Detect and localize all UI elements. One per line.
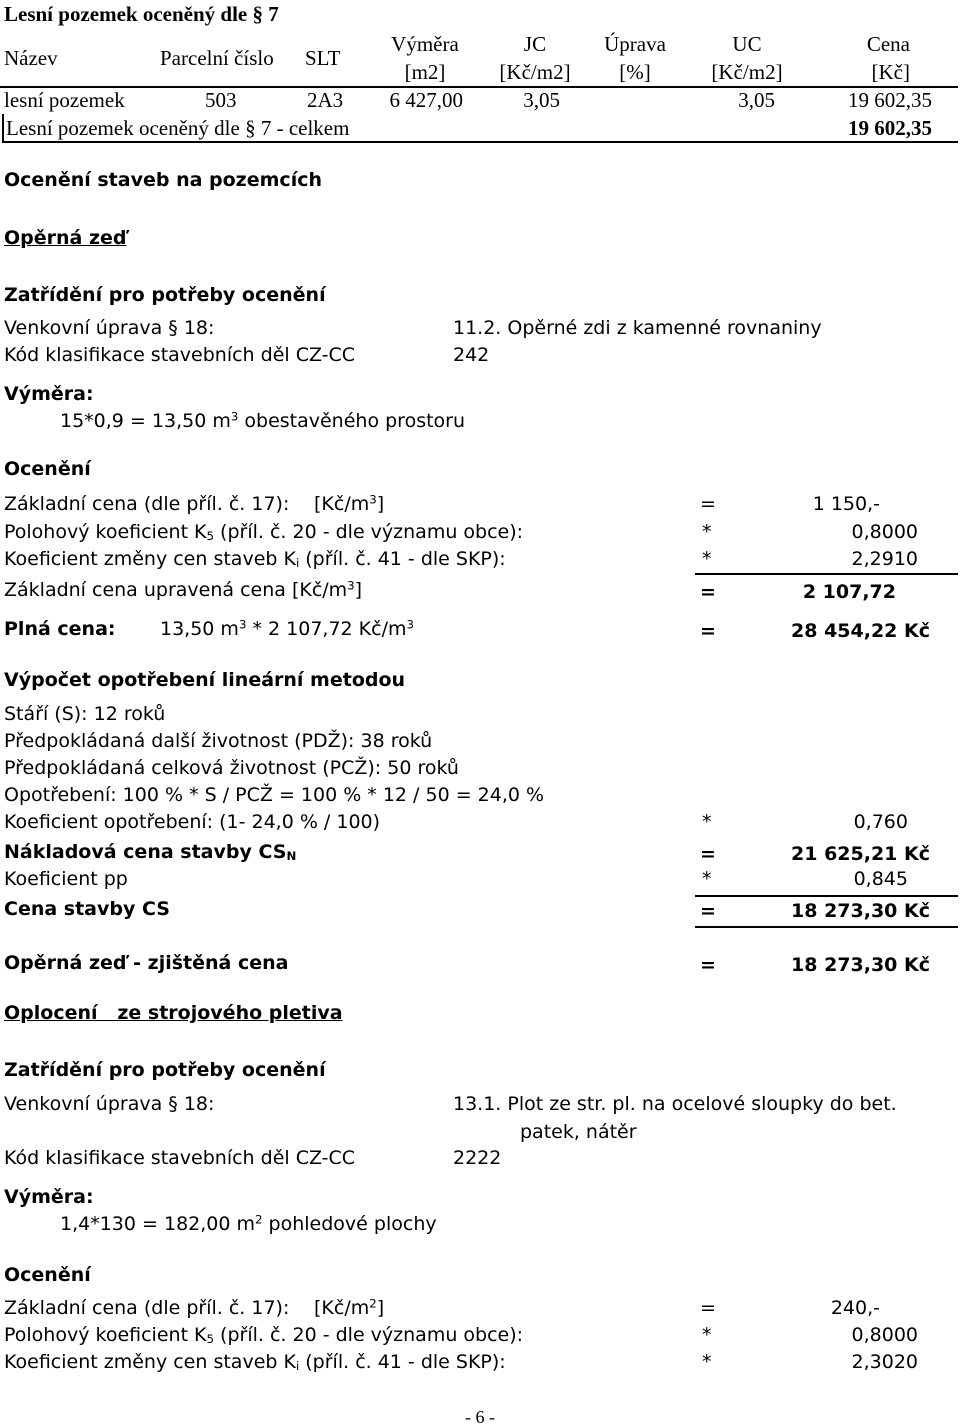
col-header-area-unit: [m2] bbox=[404, 60, 446, 84]
wall-zc-label: Základní cena (dle příl. č. 17): bbox=[4, 493, 290, 515]
col-header-jc-unit: [Kč/m2] bbox=[499, 60, 571, 84]
wall-plna-value: 28 454,22 Kč bbox=[791, 620, 930, 642]
row-name: lesní pozemek bbox=[4, 88, 125, 112]
col-header-uc-unit: [Kč/m2] bbox=[711, 60, 783, 84]
fence-pk-operator: * bbox=[702, 1324, 712, 1346]
wall-kpp-value: 0,845 bbox=[853, 868, 908, 890]
wall-kod-value: 242 bbox=[453, 344, 490, 366]
wall-plna-operator: = bbox=[700, 620, 716, 642]
wall-pk-value: 0,8000 bbox=[851, 521, 918, 543]
wall-kopot-operator: * bbox=[702, 811, 712, 833]
col-header-price-unit: [Kč] bbox=[871, 60, 910, 84]
col-header-uc: UC bbox=[732, 32, 762, 56]
wall-kpp-rule bbox=[695, 895, 958, 897]
wall-stari: Stáří (S): 12 roků bbox=[4, 703, 166, 725]
wall-venk-value: 11.2. Opěrné zdi z kamenné rovnaniny bbox=[453, 317, 822, 339]
wall-pdz: Předpokládaná další životnost (PDŽ): 38 roků bbox=[4, 730, 433, 752]
col-header-area: Výměra bbox=[391, 32, 459, 56]
wall-kod-label: Kód klasifikace stavebních děl CZ-CC bbox=[4, 344, 356, 366]
total-bottom-rule bbox=[2, 141, 958, 143]
wall-zc-operator: = bbox=[700, 493, 716, 515]
row-area: 6 427,00 bbox=[389, 88, 463, 112]
wall-vymera-label: Výměra: bbox=[4, 383, 94, 405]
row-slt: 2A3 bbox=[307, 88, 344, 112]
fence-kod-label: Kód klasifikace stavebních děl CZ-CC bbox=[4, 1147, 356, 1169]
fence-kz-operator: * bbox=[702, 1351, 712, 1373]
wall-class-heading: Zatřídění pro potřeby ocenění bbox=[4, 284, 326, 306]
wall-kpp-label: Koeficient pp bbox=[4, 868, 128, 890]
wall-kopot-value: 0,760 bbox=[853, 811, 908, 833]
row-price: 19 602,35 bbox=[848, 88, 932, 112]
wall-pcz: Předpokládaná celková životnost (PCŽ): 50 roků bbox=[4, 757, 459, 779]
wall-kopot-label: Koeficient opotřebení: (1- 24,0 % / 100) bbox=[4, 811, 381, 833]
fence-kod-value: 2222 bbox=[453, 1147, 502, 1169]
col-header-jc: JC bbox=[523, 32, 547, 56]
fence-venk-value-line1: 13.1. Plot ze str. pl. na ocelové sloupky do bet. bbox=[453, 1093, 897, 1115]
fence-venk-label: Venkovní úprava § 18: bbox=[4, 1093, 215, 1115]
wall-oceneni-heading: Ocenění bbox=[4, 458, 91, 480]
col-header-adjustment: Úprava bbox=[604, 32, 666, 56]
wall-kz-value: 2,2910 bbox=[851, 548, 918, 570]
fence-zc-value: 240,- bbox=[830, 1297, 880, 1319]
fence-zc-label: Základní cena (dle příl. č. 17): bbox=[4, 1297, 290, 1319]
wall-cs-label: Cena stavby CS bbox=[4, 898, 170, 920]
wall-pk-operator: * bbox=[702, 521, 712, 543]
wall-cs-value: 18 273,30 Kč bbox=[791, 900, 930, 922]
fence-vymera-label: Výměra: bbox=[4, 1186, 94, 1208]
wall-heading: Opěrná zeď bbox=[4, 227, 127, 249]
land-total-label: Lesní pozemek oceněný dle § 7 - celkem bbox=[6, 116, 350, 140]
fence-kz-label: Koeficient změny cen staveb $K_i$ (příl. č. 41 - dle SKP): bbox=[4, 1351, 506, 1373]
wall-cs-rule bbox=[695, 926, 958, 928]
row-parcel: 503 bbox=[205, 88, 237, 112]
fence-oceneni-heading: Ocenění bbox=[4, 1264, 91, 1286]
wall-ncs-operator: = bbox=[700, 843, 716, 865]
fence-zc-unit: $[Kč/m^2]$ bbox=[314, 1296, 385, 1319]
wall-plna-label: Plná cena: bbox=[4, 618, 116, 640]
wall-pk-label: Polohový koeficient $K_5$ (příl. č. 20 - dle významu obce): bbox=[4, 521, 524, 543]
fence-vymera-formula: 1,4*130 = 182,00 $m^2$ pohledové plochy bbox=[60, 1212, 437, 1235]
fence-class-heading: Zatřídění pro potřeby ocenění bbox=[4, 1059, 326, 1081]
wall-kz-operator: * bbox=[702, 548, 712, 570]
wall-zcu-label: Základní cena upravená cena $[Kč/m^3]$ bbox=[4, 578, 363, 601]
wall-kz-label: Koeficient změny cen staveb $K_i$ (příl. č. 41 - dle SKP): bbox=[4, 548, 506, 570]
wall-plna-formula: 13,50 $m^3 * 2$ 107,72 $Kč/m^3$ bbox=[160, 617, 414, 640]
wall-zcu-operator: = bbox=[700, 581, 716, 603]
row-uc: 3,05 bbox=[738, 88, 775, 112]
buildings-heading: Ocenění staveb na pozemcích bbox=[4, 169, 322, 191]
wall-vypocet-heading: Výpočet opotřebení lineární metodou bbox=[4, 669, 406, 691]
land-title: Lesní pozemek oceněný dle § 7 bbox=[4, 2, 279, 26]
page-number: - 6 - bbox=[465, 1407, 495, 1427]
wall-final-value: 18 273,30 Kč bbox=[791, 954, 930, 976]
wall-sum-rule bbox=[695, 573, 958, 575]
wall-zcu-value: 2 107,72 bbox=[802, 581, 896, 603]
total-box-left-rule bbox=[2, 114, 4, 142]
table-header-rule bbox=[0, 86, 958, 88]
land-total-value: 19 602,35 bbox=[848, 116, 932, 140]
wall-kpp-operator: * bbox=[702, 868, 712, 890]
fence-heading: Oplocení ze strojového pletiva bbox=[4, 1002, 343, 1024]
fence-zc-operator: = bbox=[700, 1297, 716, 1319]
fence-pk-label: Polohový koeficient $K_5$ (příl. č. 20 - dle významu obce): bbox=[4, 1324, 524, 1346]
col-header-parcel: Parcelní číslo bbox=[160, 46, 274, 70]
wall-ncs-value: 21 625,21 Kč bbox=[791, 843, 930, 865]
wall-final-label: Opěrná zeď - zjištěná cena bbox=[4, 952, 289, 974]
col-header-price: Cena bbox=[866, 32, 910, 56]
wall-venk-label: Venkovní úprava § 18: bbox=[4, 317, 215, 339]
row-jc: 3,05 bbox=[523, 88, 560, 112]
wall-opotrebeni: Opotřebení: 100 % * S / PCŽ = 100 % * 12 / 50 = 24,0 % bbox=[4, 784, 545, 806]
wall-ncs-label: Nákladová cena stavby $CS_N$ bbox=[4, 841, 297, 863]
wall-zc-value: 1 150,- bbox=[812, 493, 880, 515]
wall-zc-unit: $[Kč/m^3]$ bbox=[314, 492, 385, 515]
fence-pk-value: 0,8000 bbox=[851, 1324, 918, 1346]
fence-venk-value-line2: patek, nátěr bbox=[520, 1121, 637, 1143]
col-header-adjustment-unit: [%] bbox=[619, 60, 651, 84]
wall-vymera-formula: 15*0,9 = 13,50 $m^3$ obestavěného prostoru bbox=[60, 409, 466, 432]
fence-kz-value: 2,3020 bbox=[851, 1351, 918, 1373]
col-header-slt: SLT bbox=[305, 46, 341, 70]
wall-cs-operator: = bbox=[700, 900, 716, 922]
col-header-name: Název bbox=[4, 46, 58, 70]
wall-final-operator: = bbox=[700, 954, 716, 976]
